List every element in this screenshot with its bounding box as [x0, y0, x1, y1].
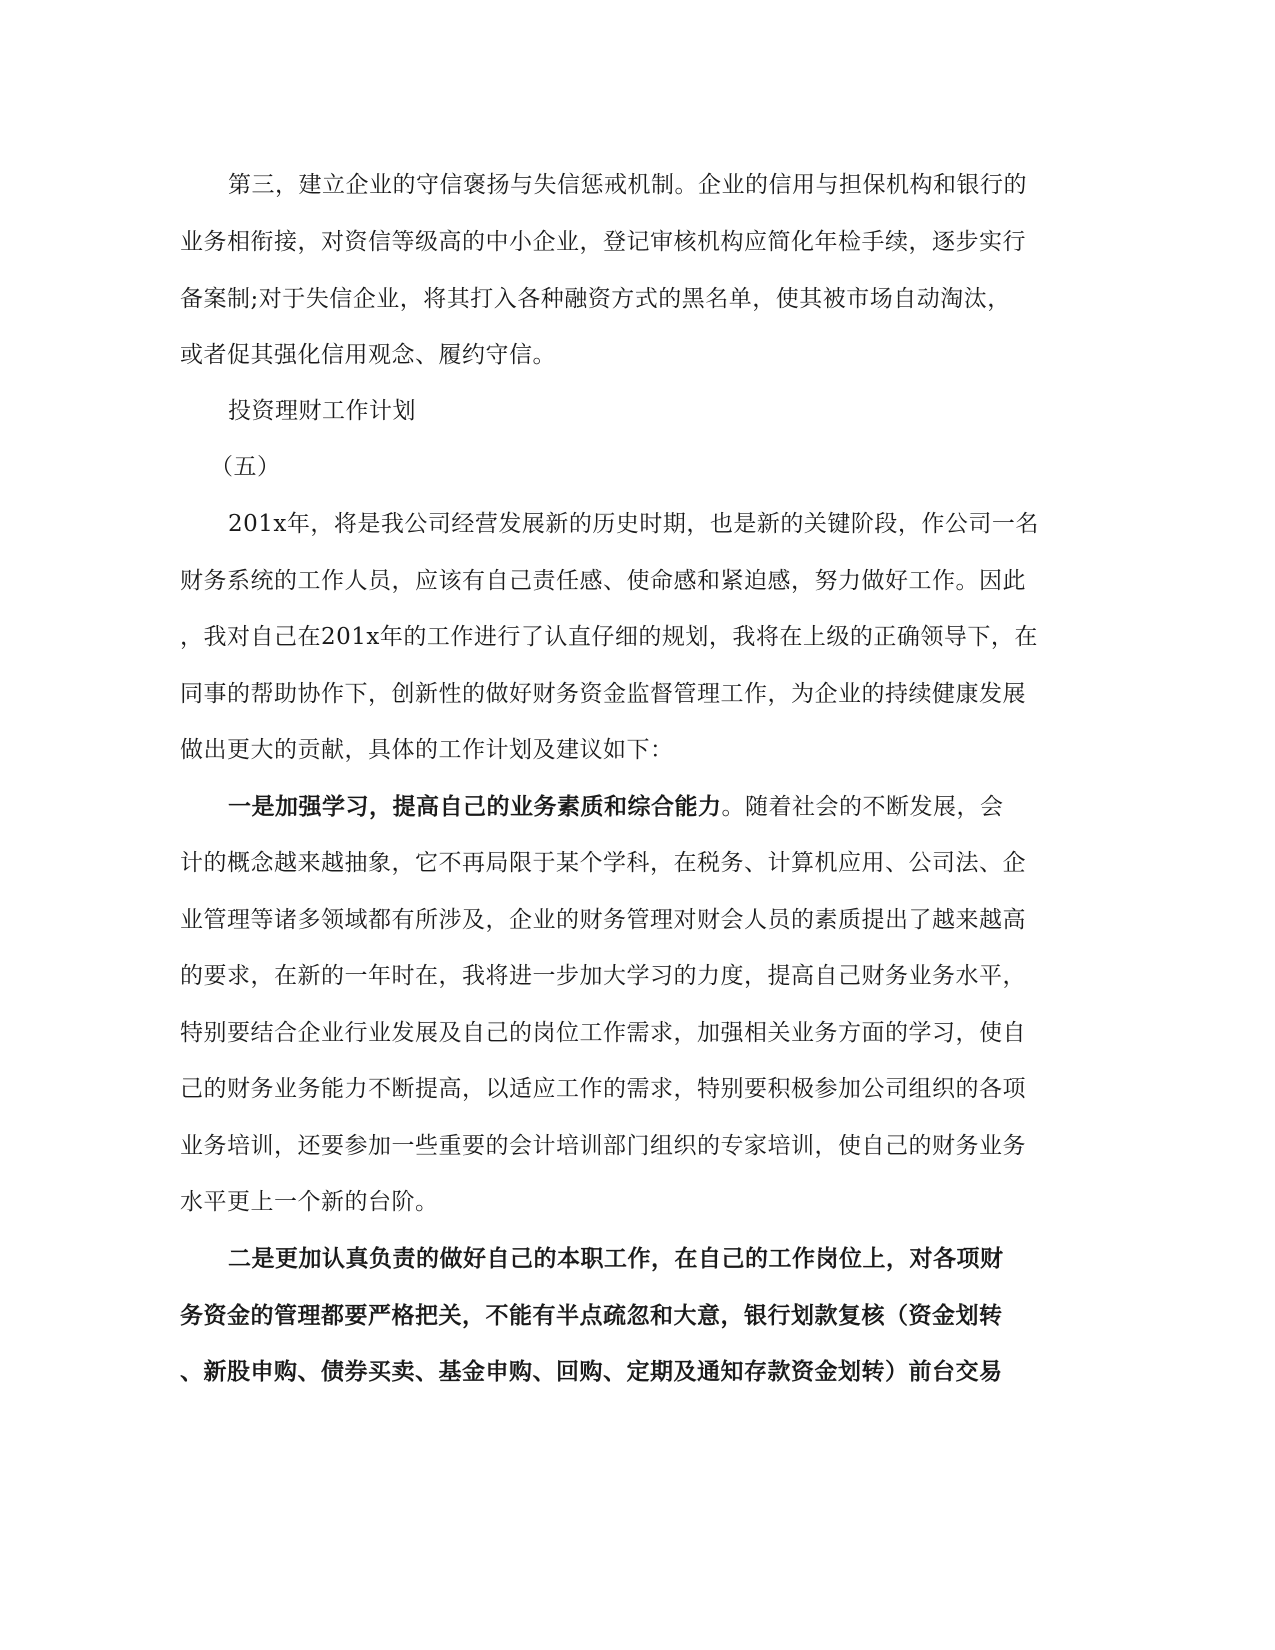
paragraph-line: 同事的帮助协作下，创新性的做好财务资金监督管理工作，为企业的持续健康发展	[180, 681, 1026, 707]
paragraph-line: 的要求，在新的一年时在，我将进一步加大学习的力度，提高自己财务业务水平，	[180, 963, 1026, 989]
paragraph-line: 计的概念越来越抽象，它不再局限于某个学科，在税务、计算机应用、公司法、企	[180, 850, 1026, 876]
paragraph-line: 或者促其强化信用观念、履约守信。	[180, 342, 556, 368]
paragraph-line: 特别要结合企业行业发展及自己的岗位工作需求，加强相关业务方面的学习，使自	[180, 1020, 1026, 1046]
paragraph-line: 做出更大的贡献，具体的工作计划及建议如下：	[180, 737, 674, 763]
paragraph-line: 备案制;对于失信企业，将其打入各种融资方式的黑名单，使其被市场自动淘汰，	[180, 286, 1011, 312]
paragraph-line: 业务相衔接，对资信等级高的中小企业，登记审核机构应简化年检手续，逐步实行	[180, 229, 1026, 255]
paragraph-line: 、新股申购、债券买卖、基金申购、回购、定期及通知存款资金划转）前台交易	[180, 1359, 1003, 1385]
paragraph-line: 业管理等诸多领域都有所涉及，企业的财务管理对财会人员的素质提出了越来越高	[180, 907, 1026, 933]
paragraph-line: 第三，建立企业的守信褒扬与失信惩戒机制。企业的信用与担保机构和银行的	[228, 172, 1027, 198]
paragraph-line: 己的财务业务能力不断提高，以适应工作的需求，特别要积极参加公司组织的各项	[180, 1076, 1026, 1102]
section-subheading: （五）	[210, 454, 281, 480]
paragraph-line: 201x年，将是我公司经营发展新的历史时期，也是新的关键阶段，作公司一名	[228, 511, 1039, 537]
paragraph-line: 业务培训，还要参加一些重要的会计培训部门组织的专家培训，使自己的财务业务	[180, 1133, 1026, 1159]
paragraph-line	[228, 792, 1004, 822]
section-heading: 投资理财工作计划	[228, 398, 416, 424]
paragraph-text: 。随着社会的不断发展，会	[721, 794, 1004, 820]
paragraph-line: 水平更上一个新的台阶。	[180, 1189, 439, 1215]
paragraph-line: 财务系统的工作人员，应该有自己责任感、使命感和紧迫感，努力做好工作。因此	[180, 568, 1026, 594]
paragraph-line: ，我对自己在201x年的工作进行了认直仔细的规划，我将在上级的正确领导下，在	[180, 624, 1038, 650]
paragraph-line: 二是更加认真负责的做好自己的本职工作，在自己的工作岗位上，对各项财	[228, 1246, 1004, 1272]
bold-lead-text: 一是加强学习，提高自己的业务素质和综合能力	[228, 794, 722, 820]
paragraph-line: 务资金的管理都要严格把关，不能有半点疏忽和大意，银行划款复核（资金划转	[180, 1303, 1003, 1329]
